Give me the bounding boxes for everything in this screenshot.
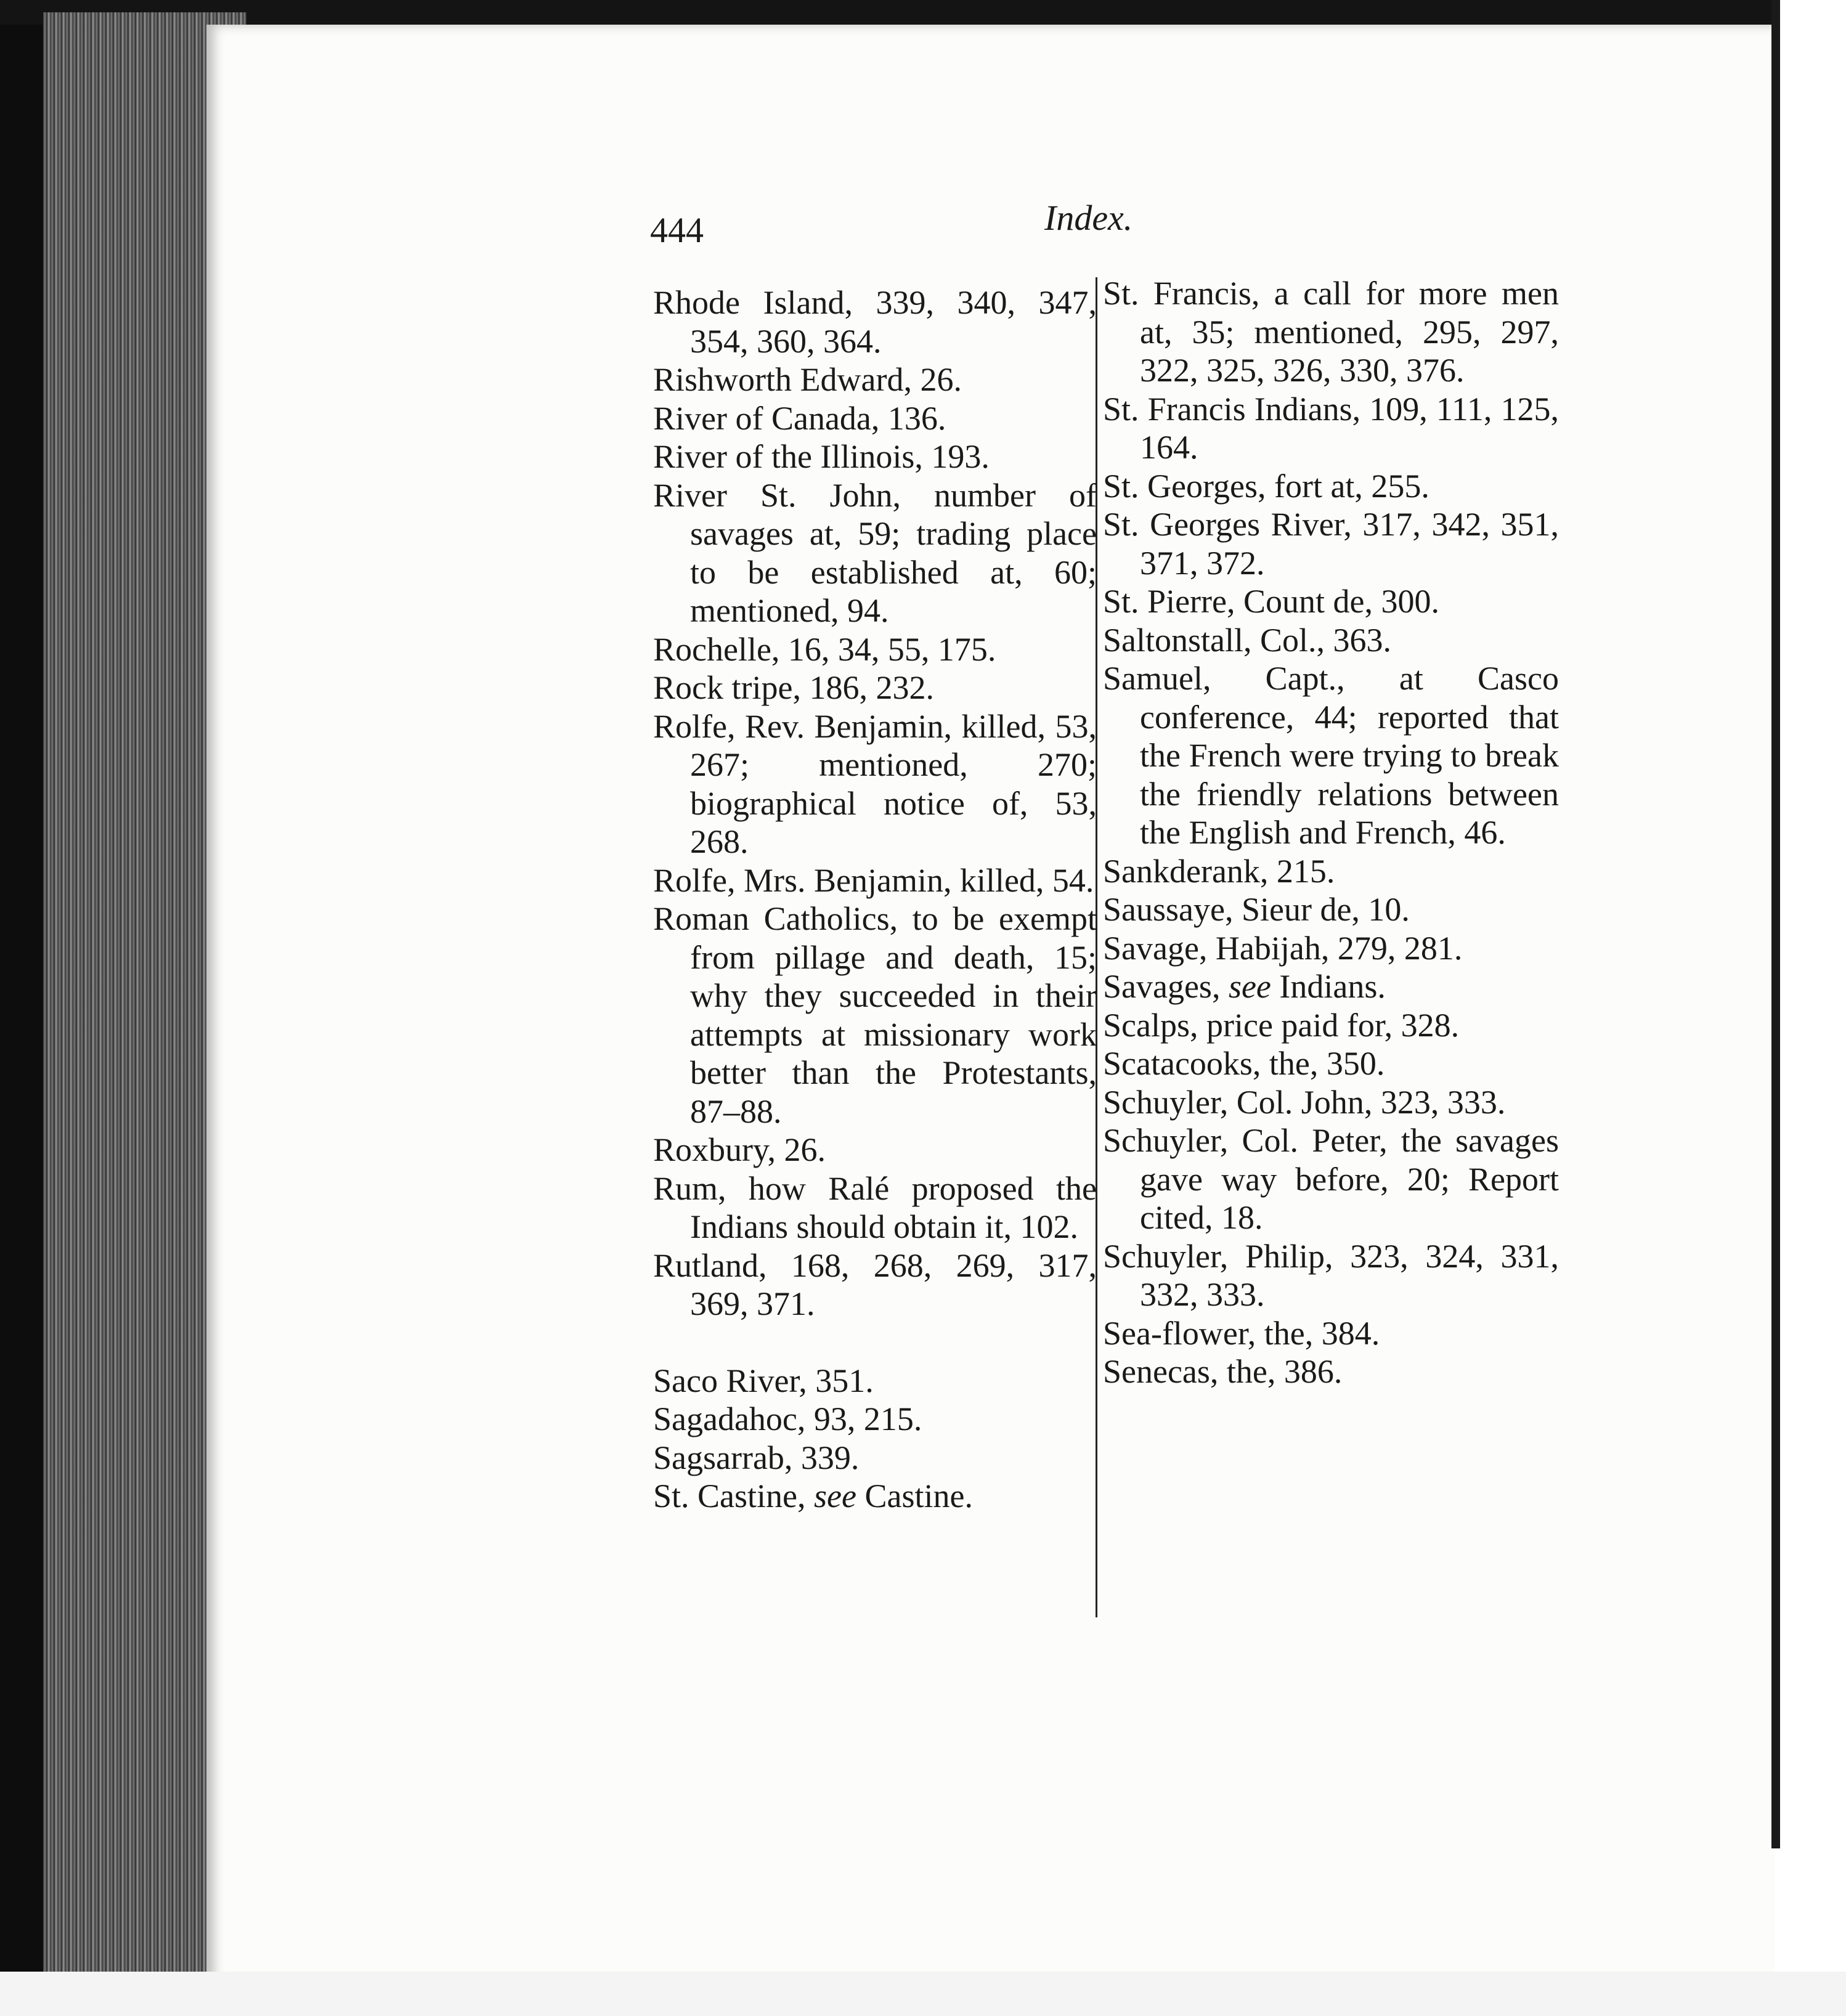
entry-heading: Savages, (1103, 968, 1229, 1005)
entry-heading: St. Castine, (653, 1477, 815, 1514)
index-entry: River of the Illinois, 193. (653, 438, 990, 475)
index-entry: Sankderank, 215. (1103, 852, 1335, 890)
index-entry: Rock tripe, 186, 232. (653, 669, 934, 706)
page-right-border (1771, 0, 1780, 1848)
scan-right-margin (1775, 0, 1846, 2016)
page-number: 444 (650, 210, 704, 250)
index-entry: Rolfe, Mrs. Benjamin, killed, 54. (653, 861, 1094, 899)
index-entry: Rhode Island, 339, 340, 347, 354, 360, 364. (653, 284, 1097, 360)
index-entry: Sagadahoc, 93, 215. (653, 1400, 922, 1437)
index-entry: River St. John, number of savages at, 59; trading place to be established at, 60; mentioned, 94. (653, 476, 1097, 629)
index-entry: St. Georges, fort at, 255. (1103, 467, 1429, 505)
index-entry: Senecas, the, 386. (1103, 1353, 1343, 1390)
index-entry (1103, 967, 1559, 1006)
index-entry: Rishworth Edward, 26. (653, 361, 962, 398)
index-entry: Schuyler, Col. John, 323, 333. (1103, 1083, 1506, 1121)
see-reference: see (814, 1477, 856, 1514)
index-entry (653, 1477, 1097, 1516)
entry-target: Indians. (1271, 968, 1386, 1005)
index-entry: St. Francis Indians, 109, 111, 125, 164. (1103, 390, 1559, 466)
index-column-right (1103, 274, 1559, 1391)
index-entry: St. Pierre, Count de, 300. (1103, 583, 1439, 620)
index-entry: Saltonstall, Col., 363. (1103, 621, 1392, 659)
index-entry: Savage, Habijah, 279, 281. (1103, 929, 1463, 967)
see-reference: see (1228, 968, 1271, 1005)
index-entry: Sagsarrab, 339. (653, 1439, 860, 1476)
index-column-left (653, 283, 1097, 1516)
scan-bottom-edge (0, 1972, 1846, 2016)
index-entry: Schuyler, Col. Peter, the savages gave way before, 20; Report cited, 18. (1103, 1122, 1559, 1236)
index-entry: Sea-flower, the, 384. (1103, 1314, 1380, 1352)
index-entry: Rolfe, Rev. Benjamin, killed, 53, 267; mentioned, 270; biographical notice of, 53, 268. (653, 707, 1097, 860)
index-entry: Rutland, 168, 268, 269, 317, 369, 371. (653, 1246, 1097, 1322)
entry-target: Castine. (856, 1477, 973, 1514)
index-entry: Samuel, Capt., at Casco conference, 44; reported that the French were trying to break the friendly relations between the English and French, 46. (1103, 660, 1559, 851)
index-entry: River of Canada, 136. (653, 399, 946, 437)
running-head: Index. (1044, 198, 1133, 238)
index-entry: Roxbury, 26. (653, 1131, 826, 1168)
index-entry: Schuyler, Philip, 323, 324, 331, 332, 333. (1103, 1237, 1559, 1313)
index-entry: Scatacooks, the, 350. (1103, 1045, 1385, 1082)
index-entry: Saco River, 351. (653, 1362, 874, 1399)
index-entry: Roman Catholics, to be exempt from pillage and death, 15; why they succeeded in their attempts at missionary work better than the Protestants, 87–88. (653, 900, 1097, 1130)
letter-section-gap (653, 1323, 1097, 1362)
index-entry: Scalps, price paid for, 328. (1103, 1006, 1460, 1044)
index-entry: St. Georges River, 317, 342, 351, 371, 372. (1103, 506, 1559, 582)
index-entry: Saussaye, Sieur de, 10. (1103, 891, 1410, 928)
index-entry: St. Francis, a call for more men at, 35; mentioned, 295, 297, 322, 325, 326, 330, 376. (1103, 275, 1559, 389)
index-entry: Rochelle, 16, 34, 55, 175. (653, 630, 996, 668)
scan-top-edge (0, 0, 1775, 25)
index-entry: Rum, how Ralé proposed the Indians should obtain it, 102. (653, 1169, 1097, 1245)
